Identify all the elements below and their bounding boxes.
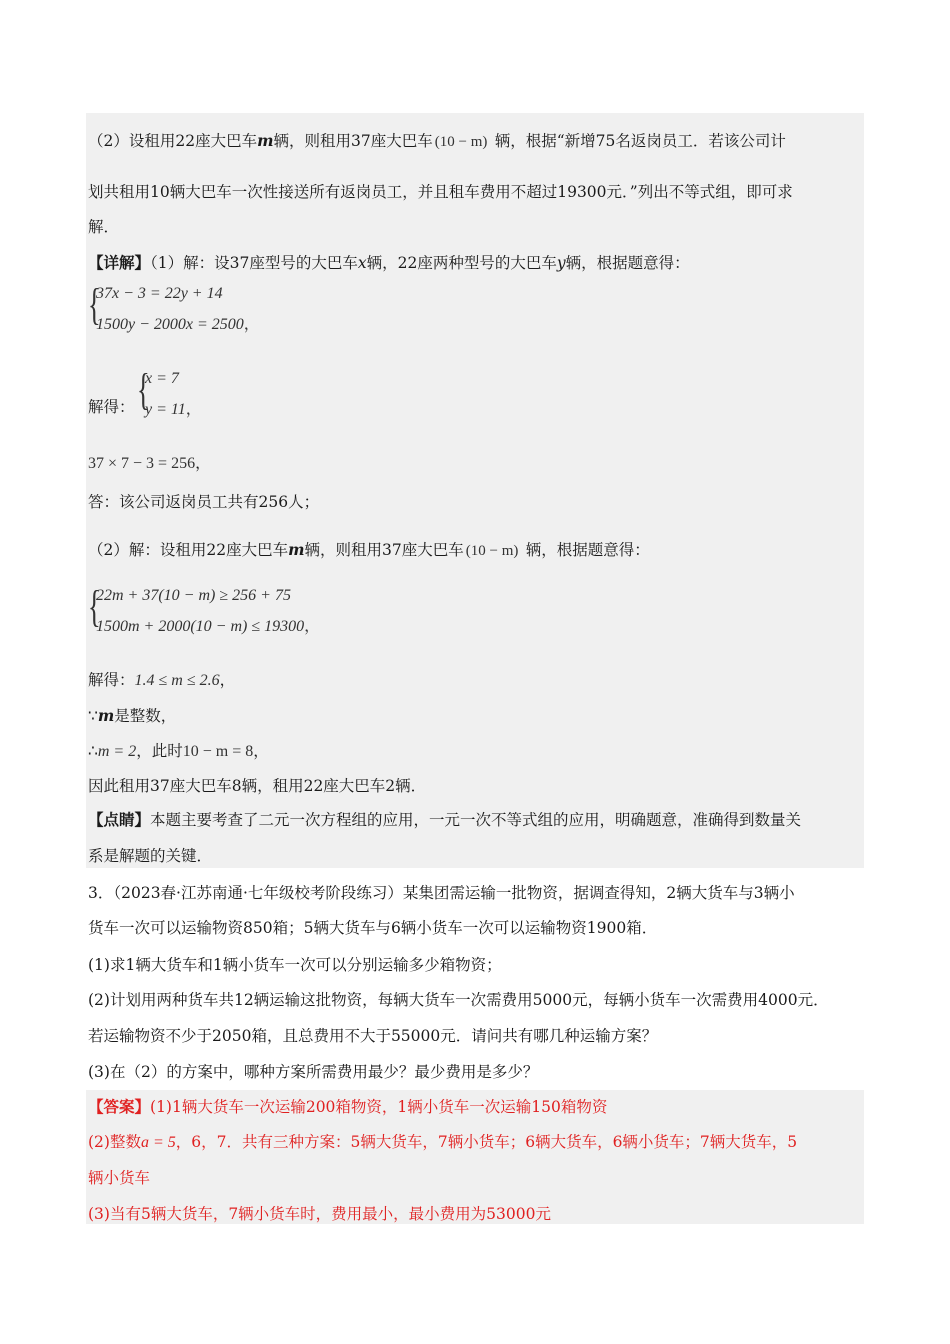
answer-line-1: 【答案】(1)1辆大货车一次运输200箱物资，1辆小货车一次运输150箱物资 [88,1097,608,1116]
answer-line-2: (2)整数a = 5，6，7．共有三种方案：5辆大货车，7辆小货车；6辆大货车，6辆小货车；7辆大货车，5 [88,1133,798,1151]
calc-line: 37 × 7 − 3 = 256， [88,454,211,472]
sol1-eq2-row: y = 11， [145,401,202,418]
because-line: ∵m是整数， [88,706,177,725]
sol1-eq1: x = 7 [145,370,179,387]
hint-line-2: 划共租用10辆大巴车一次性接送所有返岗员工，并且租车费用不超过19300元．”列出不等式组，即可求 [88,183,793,201]
remark-line-1: 【点睛】本题主要考查了二元一次方程组的应用，一元一次不等式组的应用，明确题意，准确得到数量关 [88,810,802,829]
problem3-q1: (1)求1辆大货车和1辆小货车一次可以分别运输多少箱物资； [88,956,502,974]
solve-label-1: 解得： [88,398,135,416]
answer-line-3: 辆小货车 [88,1169,151,1187]
inequality-system-2 [88,582,448,635]
part2-line: （2）解：设租用22座大巴车m辆，则租用37座大巴车 (10 − m) 辆，根据题意得： [88,540,650,559]
problem3-line-2: 货车一次可以运输物资850箱；5辆大货车与6辆小货车一次可以运输物资1900箱． [88,919,658,937]
sys2-eq2-row: 1500m + 2000(10 − m) ≤ 19300， [96,618,321,635]
range-line: 解得：1.4 ≤ m ≤ 2.6， [88,671,236,689]
hint-line-3: 解． [88,218,120,236]
problem3-q3: (3)在（2）的方案中，哪种方案所需费用最少？最少费用是多少？ [88,1063,539,1081]
problem3-line-1: 3．（2023春·江苏南通·七年级校考阶段练习）某集团需运输一批物资，据调查得知，2辆大货车与3辆小 [88,884,795,902]
detail-line: 【详解】（1）解：设37座型号的大巴车x辆，22座两种型号的大巴车y辆，根据题意得： [88,253,690,272]
problem3-q2-line1: (2)计划用两种货车共12辆运输这批物资，每辆大货车一次需费用5000元，每辆小货车一次需费用4000元． [88,991,829,1009]
conclusion-line: 因此租用37座大巴车8辆，租用22座大巴车2辆． [88,777,427,795]
sys1-eq2-row: 1500y − 2000x = 2500， [96,316,260,333]
remark-line-2: 系是解题的关键． [88,847,213,865]
brace: { [137,365,150,414]
answer1-line: 答：该公司返岗员工共有256人； [88,493,320,511]
brace: { [88,280,101,329]
paren-10-m-2: (10 − m) [465,543,519,559]
hint-line-1: （2）设租用22座大巴车m辆，则租用37座大巴车 (10 − m) 辆，根据“新增75名返岗员工．若该公司计 [88,131,786,150]
sys1-eq1: 37x − 3 = 22y + 14 [96,285,223,302]
therefore-line: ∴m = 2，此时10 − m = 8， [88,742,269,760]
answer-line-4: (3)当有5辆大货车，7辆小货车时，费用最小，最小费用为53000元 [88,1205,551,1223]
paren-10-m: (10 − m) [434,134,488,150]
brace: { [88,582,101,631]
equation-system-1 [88,280,388,333]
problem3-q2-line2: 若运输物资不少于2050箱，且总费用不大于55000元．请问共有哪几种运输方案？ [88,1027,658,1045]
sys2-eq1: 22m + 37(10 − m) ≥ 256 + 75 [96,587,291,604]
solution-system-1 [137,365,257,418]
